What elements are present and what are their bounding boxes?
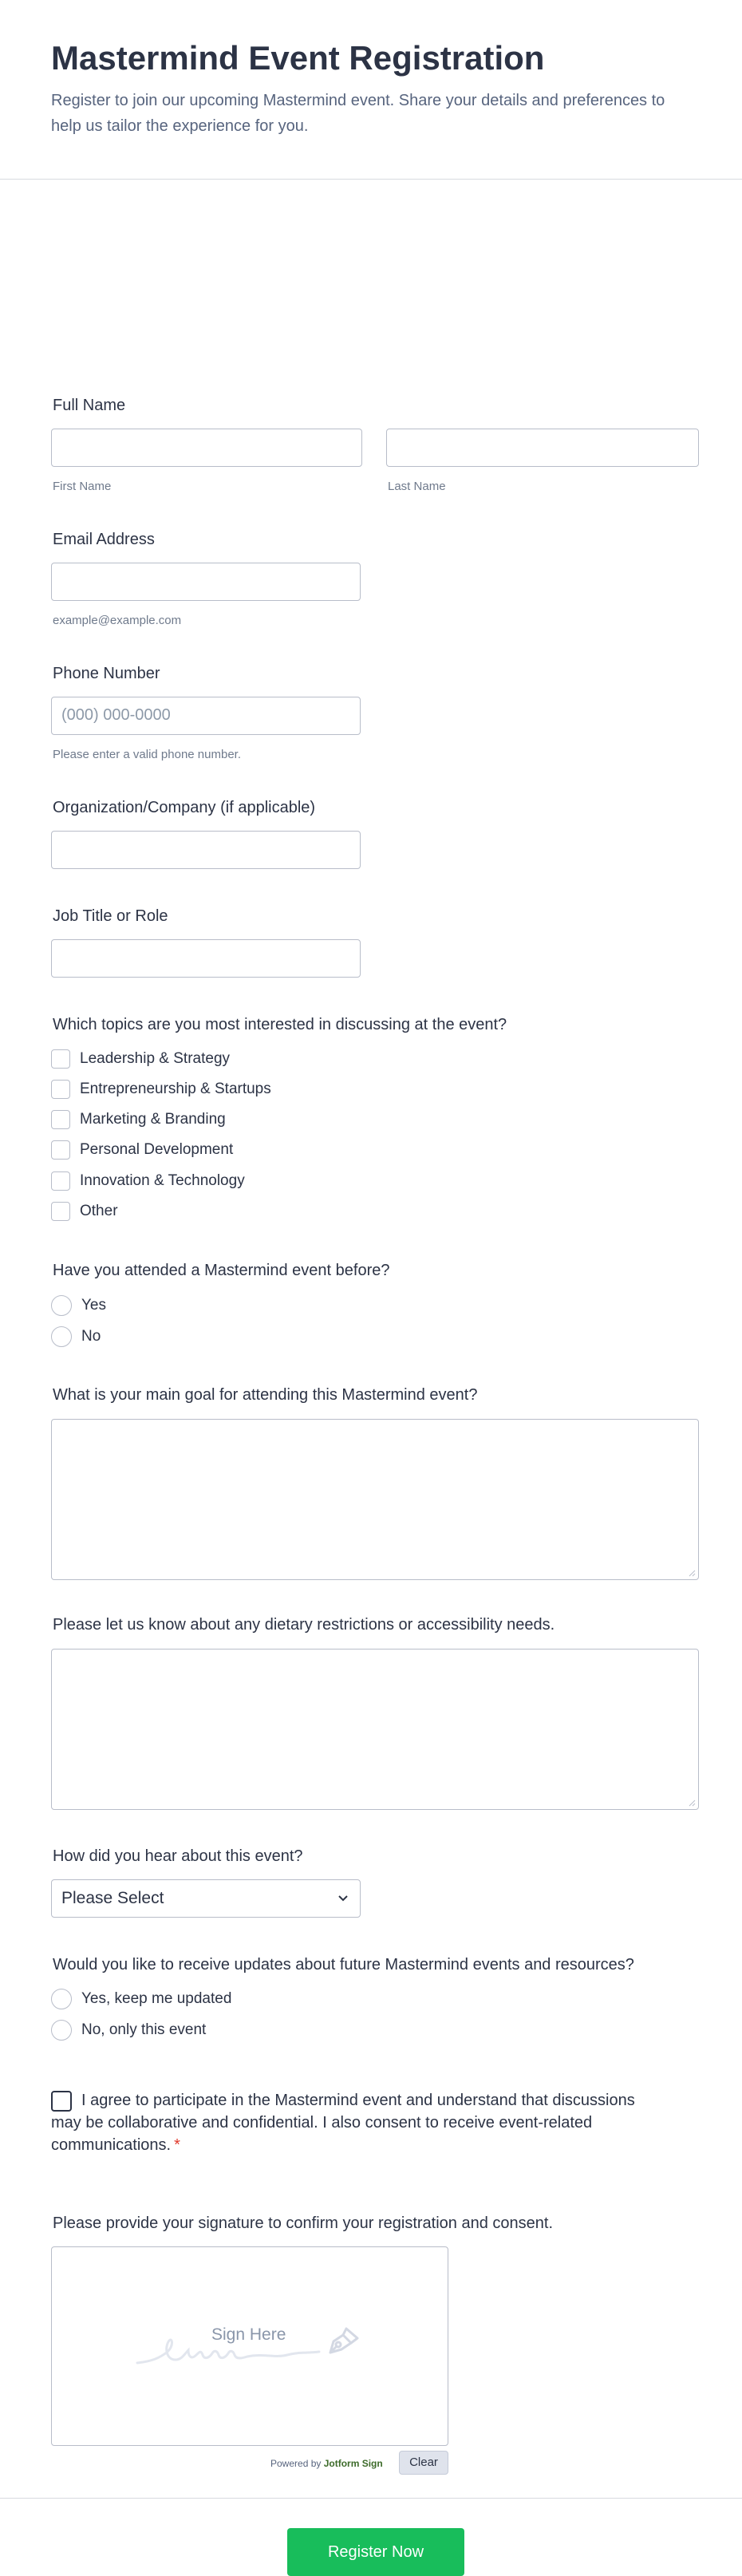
consent-text <box>51 2089 641 2156</box>
topic-option[interactable] <box>51 1200 118 1223</box>
first-name-sublabel: First Name <box>53 480 112 494</box>
form-header <box>0 0 742 180</box>
goal-label: What is your main goal for attending this Mastermind event? <box>53 1386 478 1405</box>
topic-option[interactable] <box>51 1139 233 1161</box>
select-value: Please Select <box>61 1889 164 1908</box>
checkbox[interactable] <box>51 1080 70 1099</box>
resize-grip-icon[interactable] <box>688 1569 696 1577</box>
topic-option[interactable] <box>51 1078 271 1100</box>
radio-button[interactable] <box>51 1326 72 1347</box>
signature-pad[interactable] <box>51 2246 448 2446</box>
topic-option[interactable] <box>51 1048 230 1070</box>
attended-option-label: Yes <box>81 1297 106 1314</box>
checkbox[interactable] <box>51 1171 70 1191</box>
attended-option[interactable] <box>51 1326 101 1348</box>
goal-textarea[interactable] <box>51 1419 699 1580</box>
consent-text-body: I agree to participate in the Mastermind event and understand that discussions may be collaborative and confidential. I also consent to receive event-related communications. <box>51 2092 635 2155</box>
email-input[interactable] <box>51 563 361 601</box>
topic-option-label: Leadership & Strategy <box>80 1050 231 1068</box>
topic-option-label: Other <box>80 1203 118 1220</box>
updates-option-label: Yes, keep me updated <box>81 1990 232 2008</box>
email-sublabel: example@example.com <box>53 614 182 628</box>
email-label: Email Address <box>53 531 155 549</box>
topic-option[interactable] <box>51 1170 245 1192</box>
dietary-label: Please let us know about any dietary restrictions or accessibility needs. <box>53 1616 555 1634</box>
powered-by <box>270 2458 383 2469</box>
job-title-label: Job Title or Role <box>53 907 168 926</box>
phone-input[interactable]: (000) 000-0000 <box>51 697 361 735</box>
resize-grip-icon[interactable] <box>688 1799 696 1807</box>
topic-option-label: Marketing & Branding <box>80 1111 226 1128</box>
signature-label: Please provide your signature to confirm your registration and consent. <box>53 2214 554 2233</box>
clear-signature-button[interactable]: Clear <box>399 2451 448 2475</box>
attended-label: Have you attended a Mastermind event before? <box>53 1262 390 1280</box>
phone-sublabel: Please enter a valid phone number. <box>53 748 241 762</box>
page-title: Mastermind Event Registration <box>51 39 545 77</box>
updates-option-label: No, only this event <box>81 2021 207 2039</box>
radio-button[interactable] <box>51 1295 72 1316</box>
checkbox[interactable] <box>51 1110 70 1129</box>
topic-option-label: Innovation & Technology <box>80 1172 245 1190</box>
checkbox[interactable] <box>51 1140 70 1160</box>
updates-option[interactable] <box>51 2019 206 2041</box>
hear-about-label: How did you hear about this event? <box>53 1847 303 1866</box>
organization-label: Organization/Company (if applicable) <box>53 799 316 817</box>
dietary-textarea[interactable] <box>51 1649 699 1810</box>
register-now-button[interactable]: Register Now <box>287 2528 464 2576</box>
attended-option-label: No <box>81 1328 101 1345</box>
full-name-label: Full Name <box>53 397 126 415</box>
topics-label: Which topics are you most interested in discussing at the event? <box>53 1016 507 1034</box>
required-mark: * <box>174 2136 180 2155</box>
sign-here-placeholder: Sign Here <box>211 2325 286 2345</box>
phone-label: Phone Number <box>53 665 160 683</box>
chevron-down-icon <box>337 1893 349 1904</box>
job-title-input[interactable] <box>51 939 361 978</box>
powered-by-prefix: Powered by <box>270 2458 322 2470</box>
topic-option[interactable] <box>51 1108 226 1131</box>
updates-label: Would you like to receive updates about future Mastermind events and resources? <box>53 1956 634 1974</box>
hear-about-select[interactable] <box>51 1879 361 1918</box>
topic-option-label: Entrepreneurship & Startups <box>80 1081 271 1098</box>
jotform-sign-brand[interactable]: Jotform Sign <box>323 2458 383 2470</box>
attended-option[interactable] <box>51 1294 106 1317</box>
last-name-sublabel: Last Name <box>388 480 446 494</box>
radio-button[interactable] <box>51 1989 72 2009</box>
radio-button[interactable] <box>51 2020 72 2041</box>
pen-nib-icon <box>327 2325 361 2357</box>
last-name-input[interactable] <box>386 429 699 467</box>
checkbox[interactable] <box>51 1049 70 1069</box>
checkbox[interactable] <box>51 1202 70 1221</box>
first-name-input[interactable] <box>51 429 362 467</box>
page-subtitle: Register to join our upcoming Mastermind event. Share your details and preferences to help us tailor the experience for you. <box>51 92 665 136</box>
organization-input[interactable] <box>51 831 361 869</box>
topic-option-label: Personal Development <box>80 1141 234 1159</box>
form-footer-divider <box>0 2498 742 2499</box>
updates-option[interactable] <box>51 1988 231 2010</box>
